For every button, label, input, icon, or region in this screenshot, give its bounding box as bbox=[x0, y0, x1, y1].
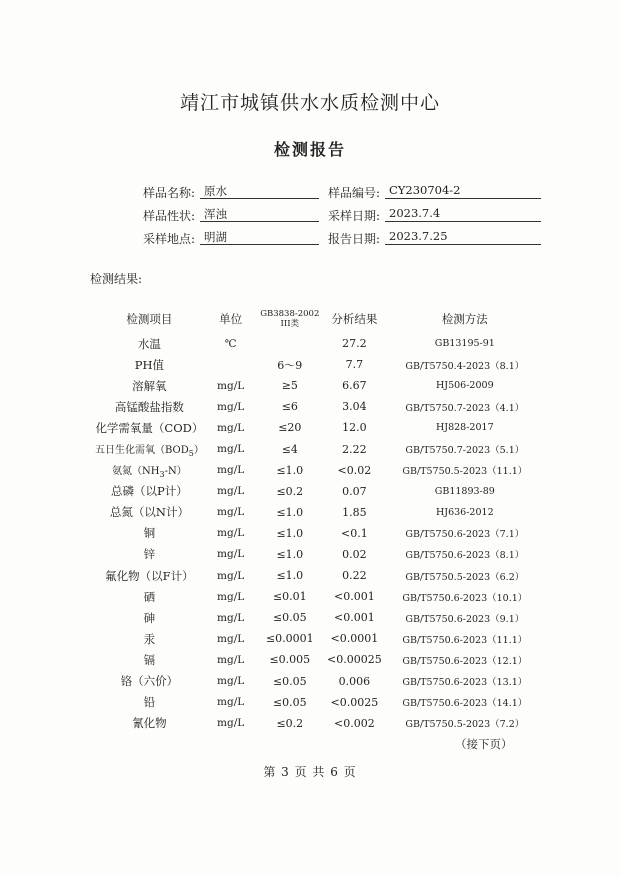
report-title: 检测报告 bbox=[273, 140, 346, 159]
row-item: 铅 bbox=[143, 695, 156, 710]
row-limit: ≤1.0 bbox=[276, 463, 304, 477]
table-row bbox=[95, 671, 543, 692]
row-item-subscript: 5 bbox=[188, 448, 194, 458]
row-item-tail: -N） bbox=[164, 465, 187, 477]
row-result: 12.0 bbox=[342, 421, 367, 435]
report-date-value: 2023.7.25 bbox=[385, 229, 541, 245]
results-table bbox=[95, 305, 543, 734]
header-unit: 单位 bbox=[219, 312, 243, 326]
row-item: 总磷（以P计） bbox=[111, 484, 188, 499]
row-unit: mg/L bbox=[217, 569, 245, 582]
row-unit: mg/L bbox=[217, 400, 245, 413]
row-method: GB/T5750.6-2023（11.1） bbox=[402, 634, 528, 646]
row-result: 3.04 bbox=[342, 400, 367, 414]
row-result: 0.22 bbox=[342, 569, 367, 583]
row-item-subscript: 3 bbox=[159, 469, 165, 479]
row-limit: ≤0.005 bbox=[269, 653, 311, 667]
row-result: <0.00025 bbox=[327, 653, 382, 667]
row-unit: mg/L bbox=[217, 548, 245, 561]
header-standard bbox=[257, 305, 322, 333]
row-unit: mg/L bbox=[217, 421, 245, 434]
organization-name: 靖江市城镇供水水质检测中心 bbox=[179, 92, 440, 114]
table-row bbox=[95, 586, 543, 607]
row-result: <0.001 bbox=[334, 611, 375, 625]
row-limit: ≤1.0 bbox=[276, 569, 304, 583]
sample-state-value: 浑浊 bbox=[200, 206, 319, 222]
row-unit: mg/L bbox=[217, 464, 245, 477]
row-unit: mg/L bbox=[217, 717, 245, 730]
row-limit: ≤20 bbox=[278, 421, 302, 435]
row-item: 氟化物（以F计） bbox=[105, 568, 194, 583]
table-row bbox=[95, 649, 543, 670]
sample-state-label: 样品性状: bbox=[142, 209, 195, 223]
sample-no-label: 样品编号: bbox=[327, 186, 380, 200]
row-unit: mg/L bbox=[217, 443, 245, 456]
header-item: 检测项目 bbox=[126, 312, 173, 326]
row-method: GB/T5750.6-2023（12.1） bbox=[402, 655, 528, 667]
header-method: 检测方法 bbox=[441, 312, 488, 326]
row-method: GB/T5750.6-2023（8.1） bbox=[405, 550, 525, 562]
row-result: 0.006 bbox=[338, 674, 371, 688]
row-method: GB/T5750.5-2023（6.2） bbox=[405, 571, 525, 583]
table-row bbox=[95, 544, 543, 565]
row-unit: mg/L bbox=[217, 590, 245, 603]
row-method: GB/T5750.5-2023（7.2） bbox=[405, 719, 525, 731]
row-method: GB13195-91 bbox=[434, 338, 495, 350]
row-result: <0.02 bbox=[337, 463, 372, 477]
table-row bbox=[95, 396, 543, 417]
sample-name-label: 样品名称: bbox=[142, 186, 195, 200]
row-limit bbox=[257, 333, 322, 354]
table-row bbox=[95, 713, 543, 734]
row-item: 水温 bbox=[137, 336, 161, 351]
table-row bbox=[95, 692, 543, 713]
table-row bbox=[95, 628, 543, 649]
row-unit: mg/L bbox=[217, 611, 245, 624]
table-header-row bbox=[95, 305, 543, 333]
row-limit: 6～9 bbox=[277, 358, 303, 372]
row-result: 0.02 bbox=[342, 547, 367, 561]
row-method: GB/T5750.4-2023（8.1） bbox=[405, 360, 525, 372]
row-limit: ≥5 bbox=[281, 379, 298, 393]
row-limit: ≤0.01 bbox=[272, 590, 307, 604]
row-method: GB/T5750.7-2023（4.1） bbox=[405, 402, 525, 414]
row-unit: mg/L bbox=[217, 506, 245, 519]
row-unit: mg/L bbox=[217, 527, 245, 540]
row-item-text: 氨氮（NH bbox=[112, 465, 160, 477]
row-limit: ≤1.0 bbox=[276, 505, 304, 519]
row-method: HJ828-2017 bbox=[436, 422, 494, 434]
row-result: <0.0025 bbox=[330, 695, 379, 709]
table-row bbox=[95, 481, 543, 502]
table-row bbox=[95, 607, 543, 628]
row-result: <0.1 bbox=[341, 526, 368, 540]
sampling-date-label: 采样日期: bbox=[327, 209, 380, 223]
row-result: 6.67 bbox=[342, 379, 367, 393]
table-row bbox=[95, 523, 543, 544]
table-row bbox=[95, 417, 543, 438]
results-label: 检测结果: bbox=[90, 272, 143, 286]
row-item: 氰化物 bbox=[132, 716, 167, 731]
row-item: 总氮（以N计） bbox=[109, 505, 189, 520]
row-limit: ≤0.2 bbox=[276, 484, 304, 498]
row-method: HJ506-2009 bbox=[436, 380, 494, 392]
row-result: 1.85 bbox=[342, 505, 367, 519]
row-unit: mg/L bbox=[217, 485, 245, 498]
row-method: GB11893-89 bbox=[434, 485, 495, 497]
row-limit: ≤0.05 bbox=[272, 695, 307, 709]
row-item: 铬（六价） bbox=[120, 674, 179, 689]
row-limit: ≤0.2 bbox=[276, 716, 304, 730]
row-item: 锌 bbox=[143, 547, 156, 562]
row-method: HJ636-2012 bbox=[436, 506, 494, 518]
page-footer: 第 3 页 共 6 页 bbox=[263, 765, 357, 779]
row-limit: ≤0.05 bbox=[272, 611, 307, 625]
row-result: 27.2 bbox=[342, 337, 367, 351]
row-limit: ≤0.05 bbox=[272, 674, 307, 688]
row-limit: ≤1.0 bbox=[276, 547, 304, 561]
row-unit: mg/L bbox=[217, 696, 245, 709]
row-unit: mg/L bbox=[217, 379, 245, 392]
header-result: 分析结果 bbox=[331, 312, 378, 326]
row-unit bbox=[204, 354, 258, 375]
table-row bbox=[95, 502, 543, 523]
row-unit: mg/L bbox=[217, 675, 245, 688]
row-item-tail: ） bbox=[193, 444, 204, 456]
row-item: 溶解氧 bbox=[132, 378, 167, 393]
table-row bbox=[95, 460, 543, 481]
row-item: 镉 bbox=[143, 652, 156, 667]
header-standard-line1: GB3838-2002 bbox=[260, 309, 320, 319]
table-row bbox=[95, 354, 543, 375]
row-result: 2.22 bbox=[342, 442, 367, 456]
row-method: GB/T5750.6-2023（13.1） bbox=[402, 677, 528, 689]
row-method: GB/T5750.7-2023（5.1） bbox=[405, 445, 525, 457]
row-item: 高锰酸盐指数 bbox=[114, 399, 184, 414]
sampling-site-label: 采样地点: bbox=[142, 232, 195, 246]
row-limit: ≤6 bbox=[281, 400, 298, 414]
header-standard-line2: III类 bbox=[280, 319, 300, 329]
row-method: GB/T5750.6-2023（7.1） bbox=[405, 529, 525, 541]
row-item: 砷 bbox=[143, 610, 156, 625]
row-item bbox=[95, 460, 204, 481]
table-row bbox=[95, 438, 543, 459]
table-row bbox=[95, 565, 543, 586]
row-item: 化学需氧量（COD） bbox=[95, 420, 204, 435]
row-method: GB/T5750.6-2023（14.1） bbox=[402, 698, 528, 710]
row-limit: ≤1.0 bbox=[276, 526, 304, 540]
row-result: <0.0001 bbox=[330, 632, 379, 646]
row-method: GB/T5750.6-2023（9.1） bbox=[405, 613, 525, 625]
row-result: 7.7 bbox=[345, 358, 364, 372]
sample-name-value: 原水 bbox=[200, 183, 319, 199]
row-unit: mg/L bbox=[217, 653, 245, 666]
table-row bbox=[95, 333, 543, 354]
report-date-label: 报告日期: bbox=[327, 232, 380, 246]
row-result: <0.002 bbox=[334, 716, 375, 730]
row-item bbox=[95, 438, 204, 459]
row-item: 汞 bbox=[143, 631, 156, 646]
row-method: GB/T5750.5-2023（11.1） bbox=[402, 466, 528, 478]
row-item: PH值 bbox=[134, 357, 165, 372]
row-unit: mg/L bbox=[217, 632, 245, 645]
sampling-date-value: 2023.7.4 bbox=[385, 206, 541, 222]
row-item: 硒 bbox=[143, 589, 156, 604]
sampling-site-value: 明湖 bbox=[200, 229, 319, 245]
sample-no-value: CY230704-2 bbox=[385, 183, 541, 199]
row-method: GB/T5750.6-2023（10.1） bbox=[402, 592, 528, 604]
row-unit: ℃ bbox=[224, 337, 237, 350]
row-result: 0.07 bbox=[342, 484, 367, 498]
row-result: <0.001 bbox=[334, 590, 375, 604]
row-limit: ≤4 bbox=[281, 442, 298, 456]
row-item-text: 五日生化需氧（BOD bbox=[95, 444, 189, 456]
row-limit: ≤0.0001 bbox=[265, 632, 314, 646]
table-row bbox=[95, 375, 543, 396]
row-item: 铜 bbox=[143, 526, 156, 541]
continued-note: （接下页） bbox=[455, 737, 513, 751]
